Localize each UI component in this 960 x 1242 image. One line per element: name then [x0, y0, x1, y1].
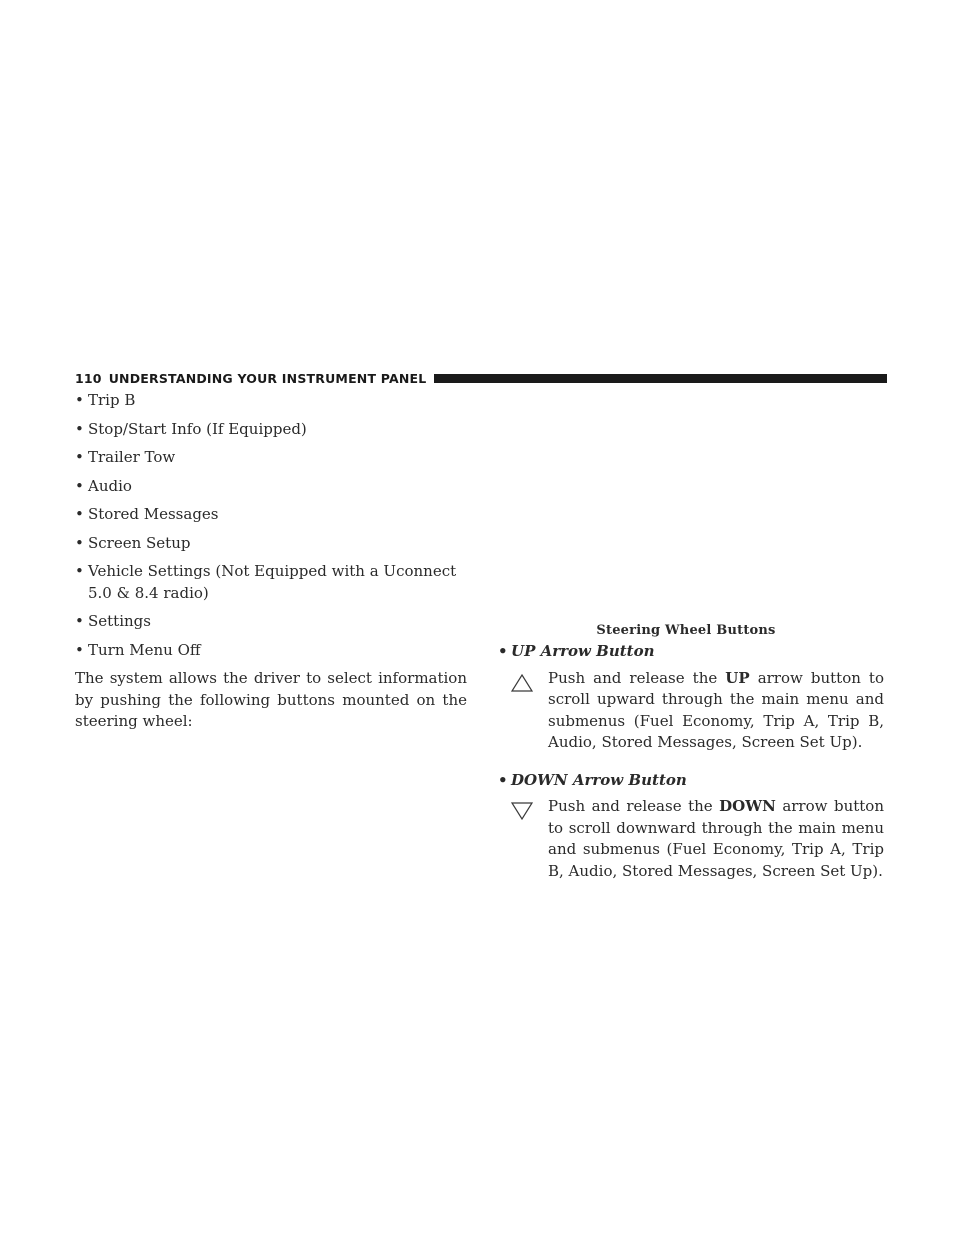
- list-item: • Trailer Tow: [75, 447, 467, 469]
- page-header: [75, 368, 887, 388]
- list-item: • Stop/Start Info (If Equipped): [75, 419, 467, 441]
- menu-item-list: [75, 390, 467, 661]
- list-item: • Vehicle Settings (Not Equipped with a Uconnect 5.0 & 8.4 radio): [75, 561, 467, 604]
- left-column: [75, 390, 467, 733]
- down-button-text: [548, 796, 884, 882]
- down-text-before: Push and release the: [548, 797, 720, 815]
- list-item: • Turn Menu Off: [75, 640, 467, 662]
- down-button-description: [498, 796, 884, 882]
- list-item: • Trip B: [75, 390, 467, 412]
- header-rule: [434, 374, 887, 383]
- up-triangle-outline-icon: [511, 674, 533, 692]
- list-item: • Screen Setup: [75, 533, 467, 555]
- up-keyword: UP: [725, 668, 750, 687]
- up-button-heading: • UP Arrow Button: [498, 641, 884, 663]
- down-button-heading: • DOWN Arrow Button: [498, 770, 884, 792]
- right-column: [498, 641, 884, 882]
- down-text-after: arrow button to scroll downward through the main menu and submenus (Fuel Economy, Trip A, Trip B, Audio, Stored Messages, Screen Set Up).: [548, 797, 884, 880]
- up-button-text: [548, 668, 884, 754]
- list-item: • Stored Messages: [75, 504, 467, 526]
- down-keyword: DOWN: [719, 797, 776, 815]
- list-item: • Settings: [75, 611, 467, 633]
- up-text-before: Push and release the: [548, 668, 726, 687]
- page-number: 110: [75, 370, 102, 386]
- up-button-description: [498, 668, 884, 754]
- section-title: UNDERSTANDING YOUR INSTRUMENT PANEL: [108, 370, 427, 386]
- up-text-after: arrow button to scroll upward through the main menu and submenus (Fuel Economy, Trip A, Trip B, Audio, Stored Messages, Screen Set Up).: [548, 668, 884, 751]
- down-triangle-outline-icon: [511, 802, 533, 820]
- figure-caption: Steering Wheel Buttons: [596, 623, 776, 638]
- intro-paragraph: The system allows the driver to select information by pushing the following buttons mounted on the steering wheel:: [75, 669, 467, 730]
- list-item: • Audio: [75, 476, 467, 498]
